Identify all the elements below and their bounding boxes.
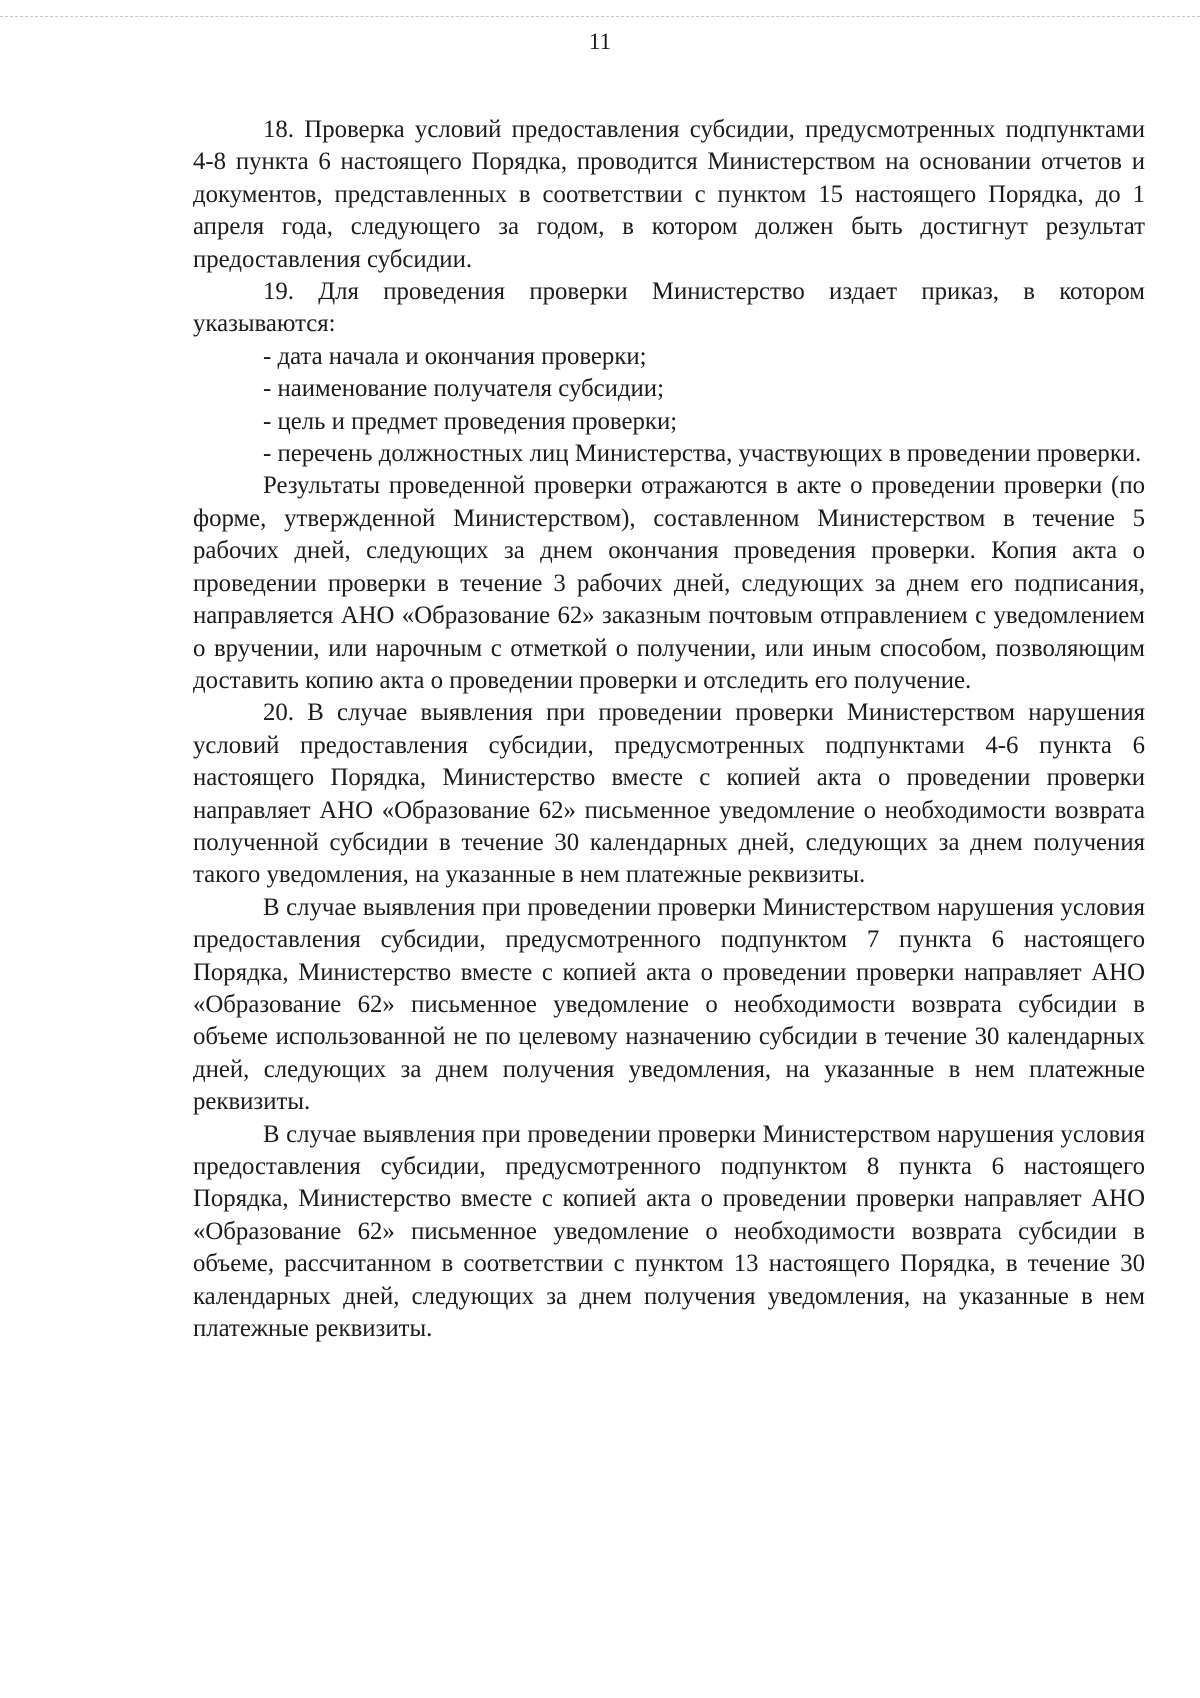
list-item: - цель и предмет проведения проверки; bbox=[263, 407, 678, 435]
list-item: - наименование получателя субсидии; bbox=[263, 375, 664, 403]
list-item: - дата начала и окончания проверки; bbox=[263, 342, 647, 370]
paragraph-19-results: Результаты проведенной проверки отражаются в акте о проведении проверки (по форме, утвержденной Министерством), составленном Министерством в течение 5 рабочих дней, следующих за днем окончания проведения проверки. Копия акта о проведении проверки в течение 3 рабочих дней, следующих за днем его подписания, направляется АНО «Образование 62» заказным почтовым отправлением с уведомлением о вручении, или нарочным с отметкой о получении, или иным способом, позволяющим доставить копию акта о проведении проверки и отследить его получение. bbox=[193, 472, 1145, 694]
page-number: 11 bbox=[588, 29, 612, 54]
paragraph-20: 20. В случае выявления при проведении проверки Министерством нарушения условий предоставления субсидии, предусмотренных подпунктами 4-6 пункта 6 настоящего Порядка, Министерство вместе с копией акта о проведении проверки направляет АНО «Образование 62» письменное уведомление о необходимости возврата полученной субсидии в течение 30 календарных дней, следующих за днем получения такого уведомления, на указанные в нем платежные реквизиты. bbox=[193, 699, 1145, 889]
paragraph-18: 18. Проверка условий предоставления субсидии, предусмотренных подпунктами 4-8 пункта 6 настоящего Порядка, проводится Министерством на основании отчетов и документов, представленных в соответствии с пунктом 15 настоящего Порядка, до 1 апреля года, следующего за годом, в котором должен быть достигнут результат предоставления субсидии. bbox=[193, 116, 1145, 273]
scan-artifact-line bbox=[0, 16, 1200, 17]
document-body bbox=[193, 114, 1145, 1345]
list-item: - перечень должностных лиц Министерства, участвующих в проведении проверки. bbox=[263, 440, 1142, 468]
paragraph-20-b: В случае выявления при проведении проверки Министерством нарушения условия предоставления субсидии, предусмотренного подпунктом 7 пункта 6 настоящего Порядка, Министерство вместе с копией акта о проведении проверки направляет АНО «Образование 62» письменное уведомление о необходимости возврата субсидии в объеме использованной не по целевому назначению субсидии в течение 30 календарных дней, следующих за днем получения уведомления, на указанные в нем платежные реквизиты. bbox=[193, 893, 1145, 1116]
paragraph-19: 19. Для проведения проверки Министерство издает приказ, в котором указываются: bbox=[193, 278, 1145, 338]
paragraph-20-c: В случае выявления при проведении проверки Министерством нарушения условия предоставления субсидии, предусмотренного подпунктом 8 пункта 6 настоящего Порядка, Министерство вместе с копией акта о проведении проверки направляет АНО «Образование 62» письменное уведомление о необходимости возврата субсидии в объеме, рассчитанном в соответствии с пунктом 13 настоящего Порядка, в течение 30 календарных дней, следующих за днем получения уведомления, на указанные в нем платежные реквизиты. bbox=[193, 1120, 1145, 1343]
